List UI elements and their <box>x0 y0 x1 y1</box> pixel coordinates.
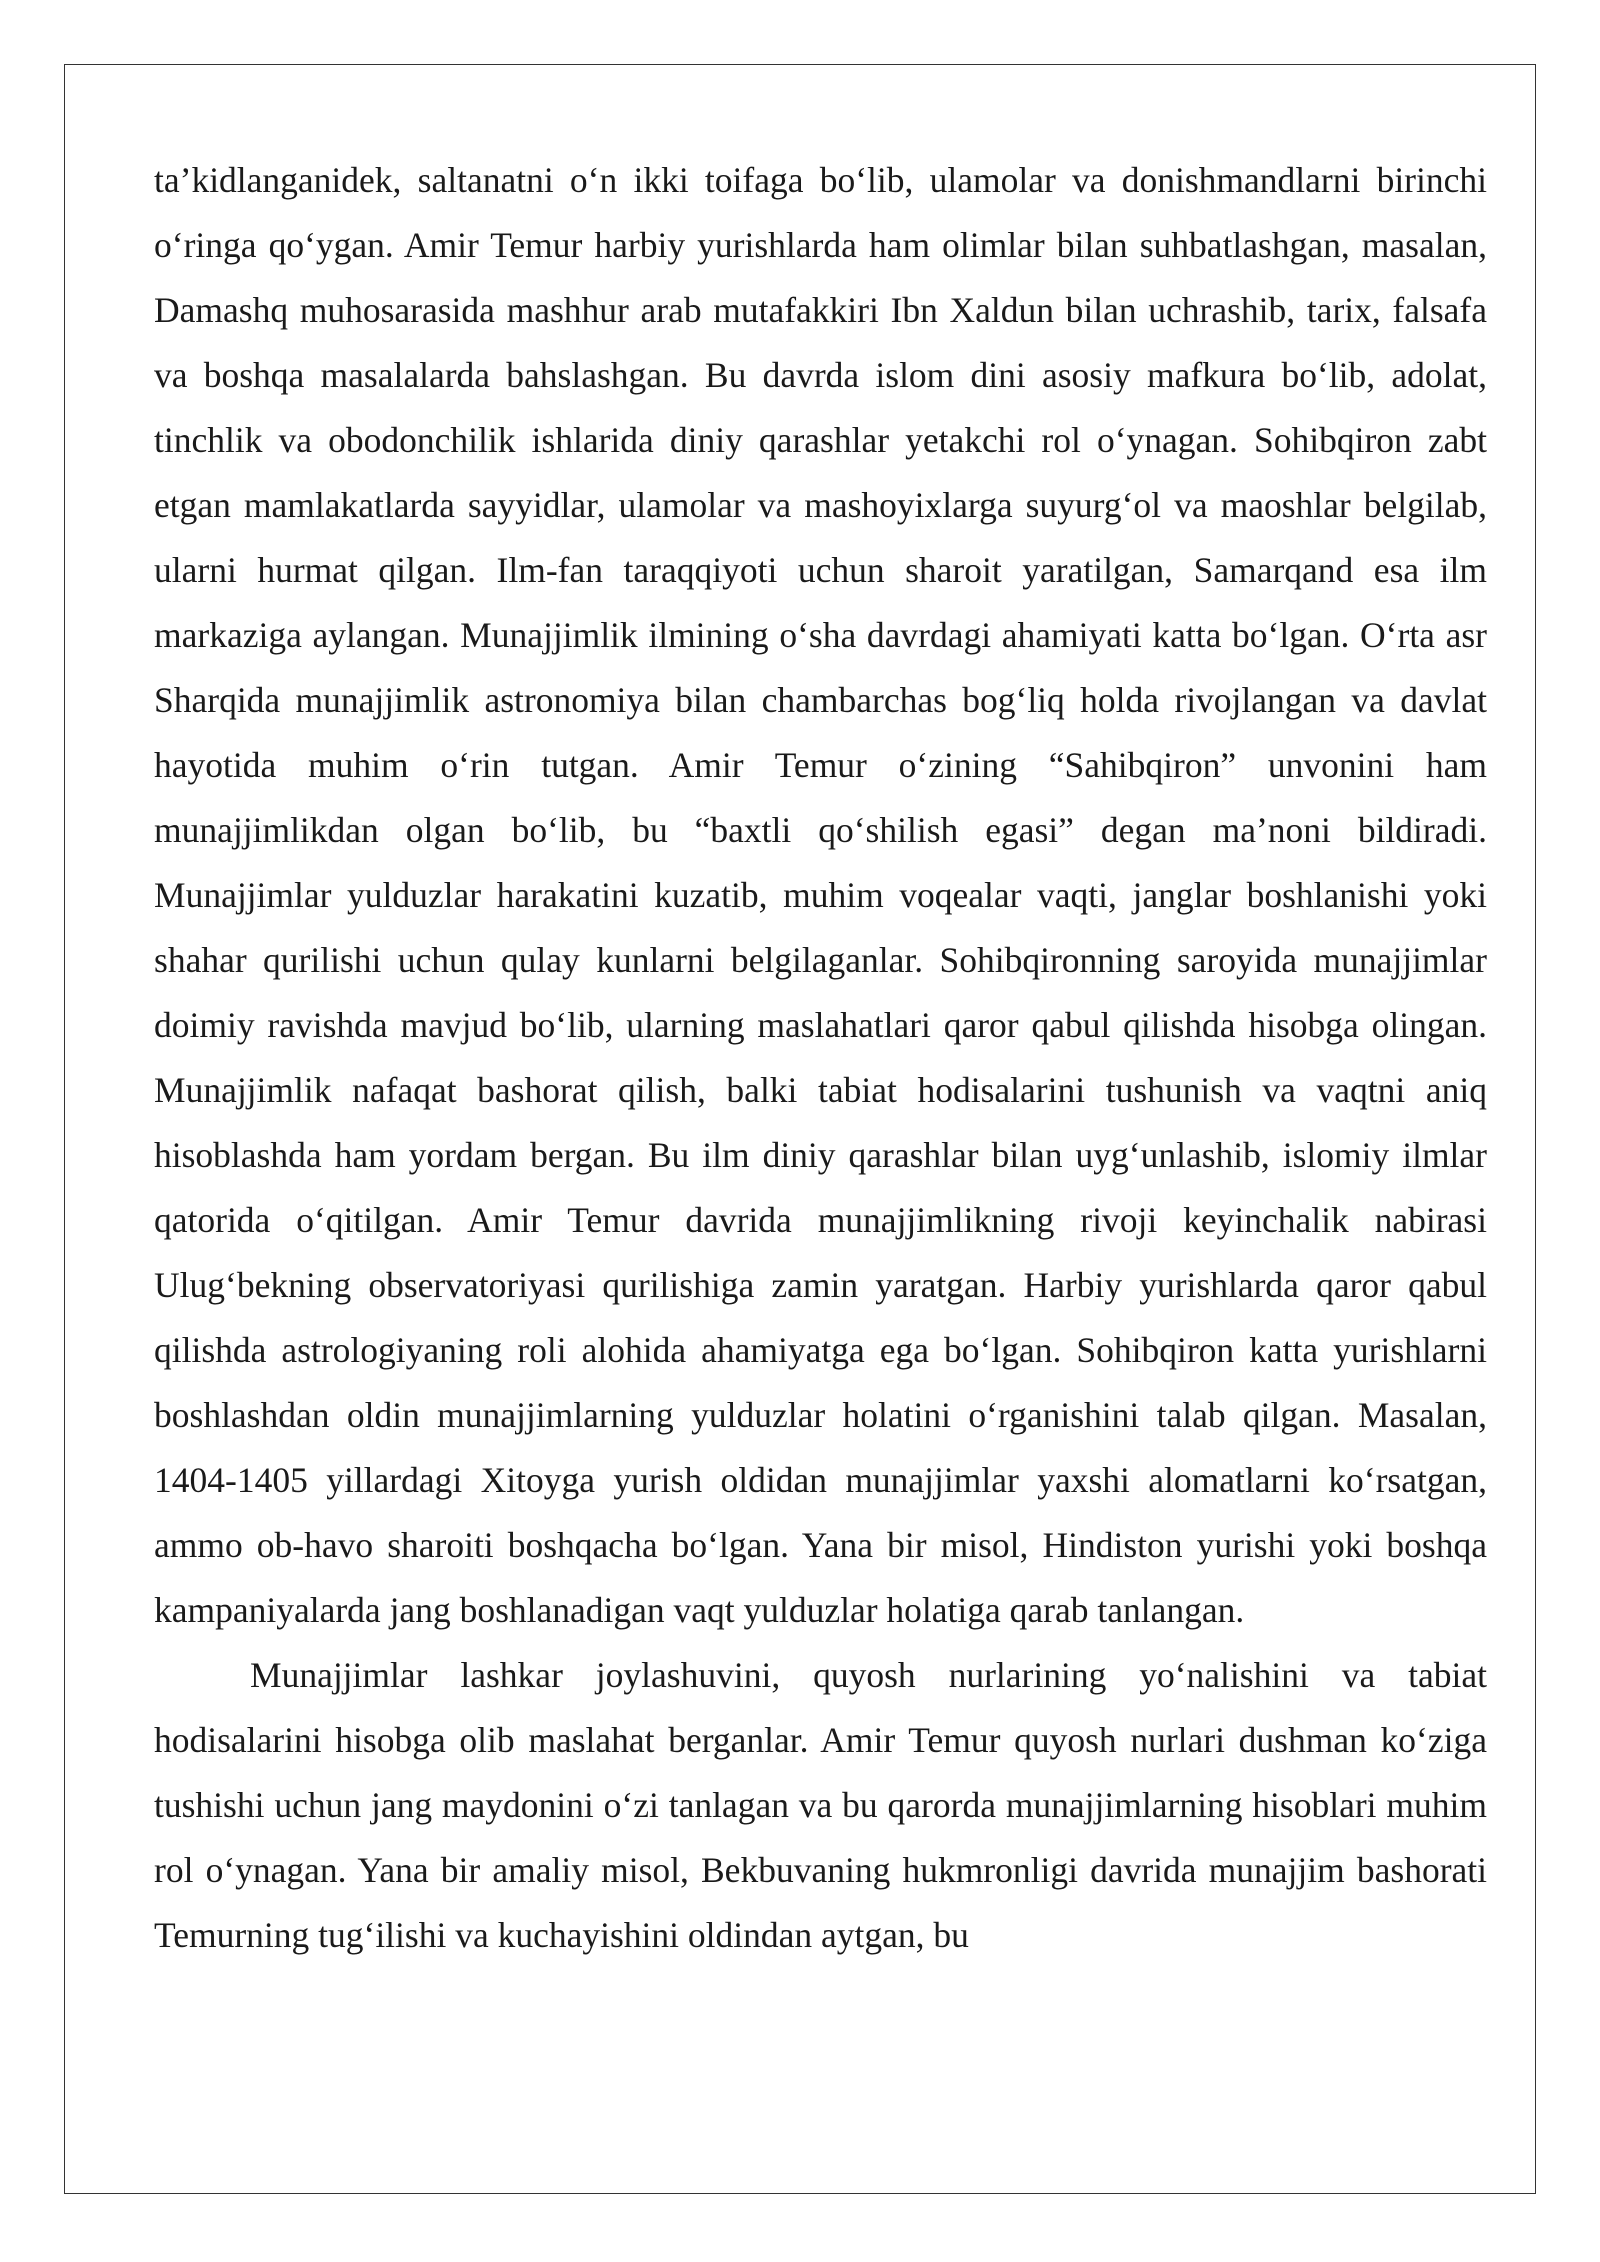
paragraph: Munajjimlar lashkar joylashuvini, quyosh nurlarining yo‘nalishini va tabiat hodisalarini hisobga olib maslahat berganlar. Amir Temur quyosh nurlari dushman ko‘ziga tushishi uchun jang maydonini o‘zi tanlagan va bu qarorda munajjimlarning hisoblari muhim rol o‘ynagan. Yana bir amaliy misol, Bekbuvaning hukmronligi davrida munajjim bashorati Temurning tug‘ilishi va kuchayishini oldindan aytgan, bu <box>154 1655 1487 1955</box>
paragraph-continued: ta’kidlanganidek, saltanatni o‘n ikki toifaga bo‘lib, ulamolar va donishmandlarni birinchi o‘ringa qo‘ygan. Amir Temur harbiy yurishlarda ham olimlar bilan suhbatlashgan, masalan, Damashq muhosarasida mashhur arab mutafakkiri Ibn Xaldun bilan uchrashib, tarix, falsafa va boshqa masalalarda bahslashgan. Bu davrda islom dini asosiy mafkura bo‘lib, adolat, tinchlik va obodonchilik ishlarida diniy qarashlar yetakchi rol o‘ynagan. Sohibqiron zabt etgan mamlakatlarda sayyidlar, ulamolar va mashoyixlarga suyurg‘ol va maoshlar belgilab, ularni hurmat qilgan. Ilm-fan taraqqiyoti uchun sharoit yaratilgan, Samarqand esa ilm markaziga aylangan. Munajjimlik ilmining o‘sha davrdagi ahamiyati katta bo‘lgan. O‘rta asr Sharqida munajjimlik astronomiya bilan chambarchas bog‘liq holda rivojlangan va davlat hayotida muhim o‘rin tutgan. Amir Temur o‘zining “Sahibqiron” unvonini ham munajjimlikdan olgan bo‘lib, bu “baxtli qo‘shilish egasi” degan ma’noni bildiradi. Munajjimlar yulduzlar harakatini kuzatib, muhim voqealar vaqti, janglar boshlanishi yoki shahar qurilishi uchun qulay kunlarni belgilaganlar. Sohibqironning saroyida munajjimlar doimiy ravishda mavjud bo‘lib, ularning maslahatlari qaror qabul qilishda hisobga olingan. Munajjimlik nafaqat bashorat qilish, balki tabiat hodisalarini tushunish va vaqtni aniq hisoblashda ham yordam bergan. Bu ilm diniy qarashlar bilan uyg‘unlashib, islomiy ilmlar qatorida o‘qitilgan. Amir Temur davrida munajjimlikning rivoji keyinchalik nabirasi Ulug‘bekning observatoriyasi qurilishiga zamin yaratgan. Harbiy yurishlarda qaror qabul qilishda astrologiyaning roli alohida ahamiyatga ega bo‘lgan. Sohibqiron katta yurishlarni boshlashdan oldin munajjimlarning yulduzlar holatini o‘rganishini talab qilgan. Masalan, 1404-1405 yillardagi Xitoyga yurish oldidan munajjimlar yaxshi alomatlarni ko‘rsatgan, ammo ob-havo sharoiti boshqacha bo‘lgan. Yana bir misol, Hindiston yurishi yoki boshqa kampaniyalarda jang boshlanadigan vaqt yulduzlar holatiga qarab tanlangan. <box>154 160 1487 1630</box>
document-body <box>154 148 1487 1968</box>
